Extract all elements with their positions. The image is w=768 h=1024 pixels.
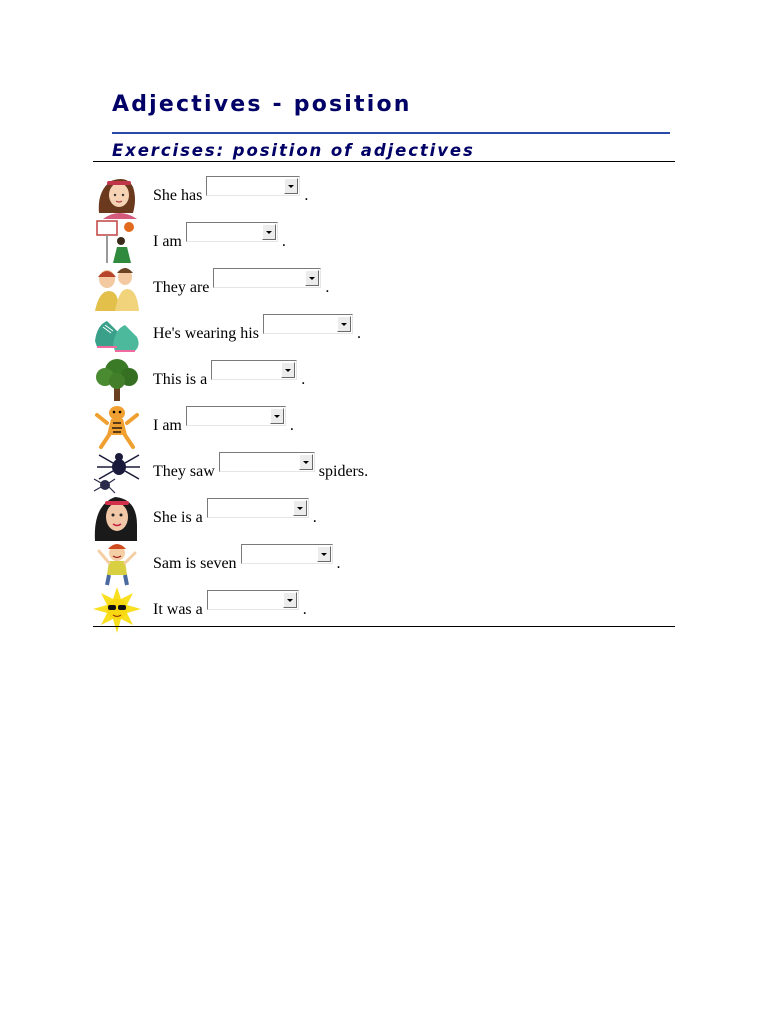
sentence-start: It was a — [153, 601, 203, 618]
answer-dropdown[interactable] — [213, 268, 321, 288]
answer-dropdown[interactable] — [211, 360, 297, 380]
title-divider — [112, 132, 670, 134]
chevron-down-icon[interactable] — [305, 270, 319, 286]
sentence-end: . — [336, 555, 341, 572]
answer-dropdown[interactable] — [186, 406, 286, 426]
girl-portrait-icon — [93, 173, 141, 219]
sentence-end: . — [301, 371, 306, 388]
answer-dropdown[interactable] — [186, 222, 278, 242]
exercise-row — [93, 219, 675, 265]
chevron-down-icon[interactable] — [283, 592, 297, 608]
chevron-down-icon[interactable] — [270, 408, 284, 424]
tiger-icon — [93, 403, 141, 449]
exercise-row — [93, 403, 675, 449]
chevron-down-icon[interactable] — [262, 224, 276, 240]
chevron-down-icon[interactable] — [293, 500, 307, 516]
exercise-row — [93, 311, 675, 357]
sentence-end: spiders. — [318, 463, 369, 480]
sentence-end: . — [304, 187, 309, 204]
sentence-end: . — [281, 233, 286, 250]
page-title: Adjectives - position — [112, 92, 412, 117]
sentence-end: . — [356, 325, 361, 342]
tree-icon — [93, 357, 141, 403]
sentence-start: They are — [153, 279, 210, 296]
sentence-start: I am — [153, 233, 182, 250]
exercise-row — [93, 495, 675, 541]
chevron-down-icon[interactable] — [281, 362, 295, 378]
sentence-start: They saw — [153, 463, 215, 480]
sentence-end: . — [302, 601, 307, 618]
cheerful-boy-icon — [93, 541, 141, 587]
sentence-start: He's wearing his — [153, 325, 259, 342]
exercise-row — [93, 541, 675, 587]
basketball-player-icon — [93, 219, 141, 265]
answer-dropdown[interactable] — [241, 544, 333, 564]
couple-icon — [93, 265, 141, 311]
answer-dropdown[interactable] — [207, 590, 299, 610]
chevron-down-icon[interactable] — [299, 454, 313, 470]
answer-dropdown[interactable] — [263, 314, 353, 334]
sentence-end: . — [312, 509, 317, 526]
sneakers-icon — [93, 311, 141, 357]
spiders-icon — [93, 449, 141, 495]
exercise-row — [93, 265, 675, 311]
chevron-down-icon[interactable] — [284, 178, 298, 194]
table-bottom-rule — [93, 626, 675, 627]
woman-portrait-icon — [93, 495, 141, 541]
sentence-end: . — [325, 279, 330, 296]
sentence-end: . — [289, 417, 294, 434]
table-top-rule — [93, 161, 675, 162]
answer-dropdown[interactable] — [219, 452, 315, 472]
sentence-start: I am — [153, 417, 182, 434]
answer-dropdown[interactable] — [206, 176, 300, 196]
sentence-start: She is a — [153, 509, 203, 526]
exercise-row — [93, 173, 675, 219]
sentence-start: This is a — [153, 371, 208, 388]
sentence-start: Sam is seven — [153, 555, 237, 572]
chevron-down-icon[interactable] — [317, 546, 331, 562]
answer-dropdown[interactable] — [207, 498, 309, 518]
exercise-row — [93, 449, 675, 495]
exercise-row — [93, 357, 675, 403]
sentence-start: She has — [153, 187, 203, 204]
exercise-subtitle: Exercises: position of adjectives — [112, 141, 475, 160]
chevron-down-icon[interactable] — [337, 316, 351, 332]
